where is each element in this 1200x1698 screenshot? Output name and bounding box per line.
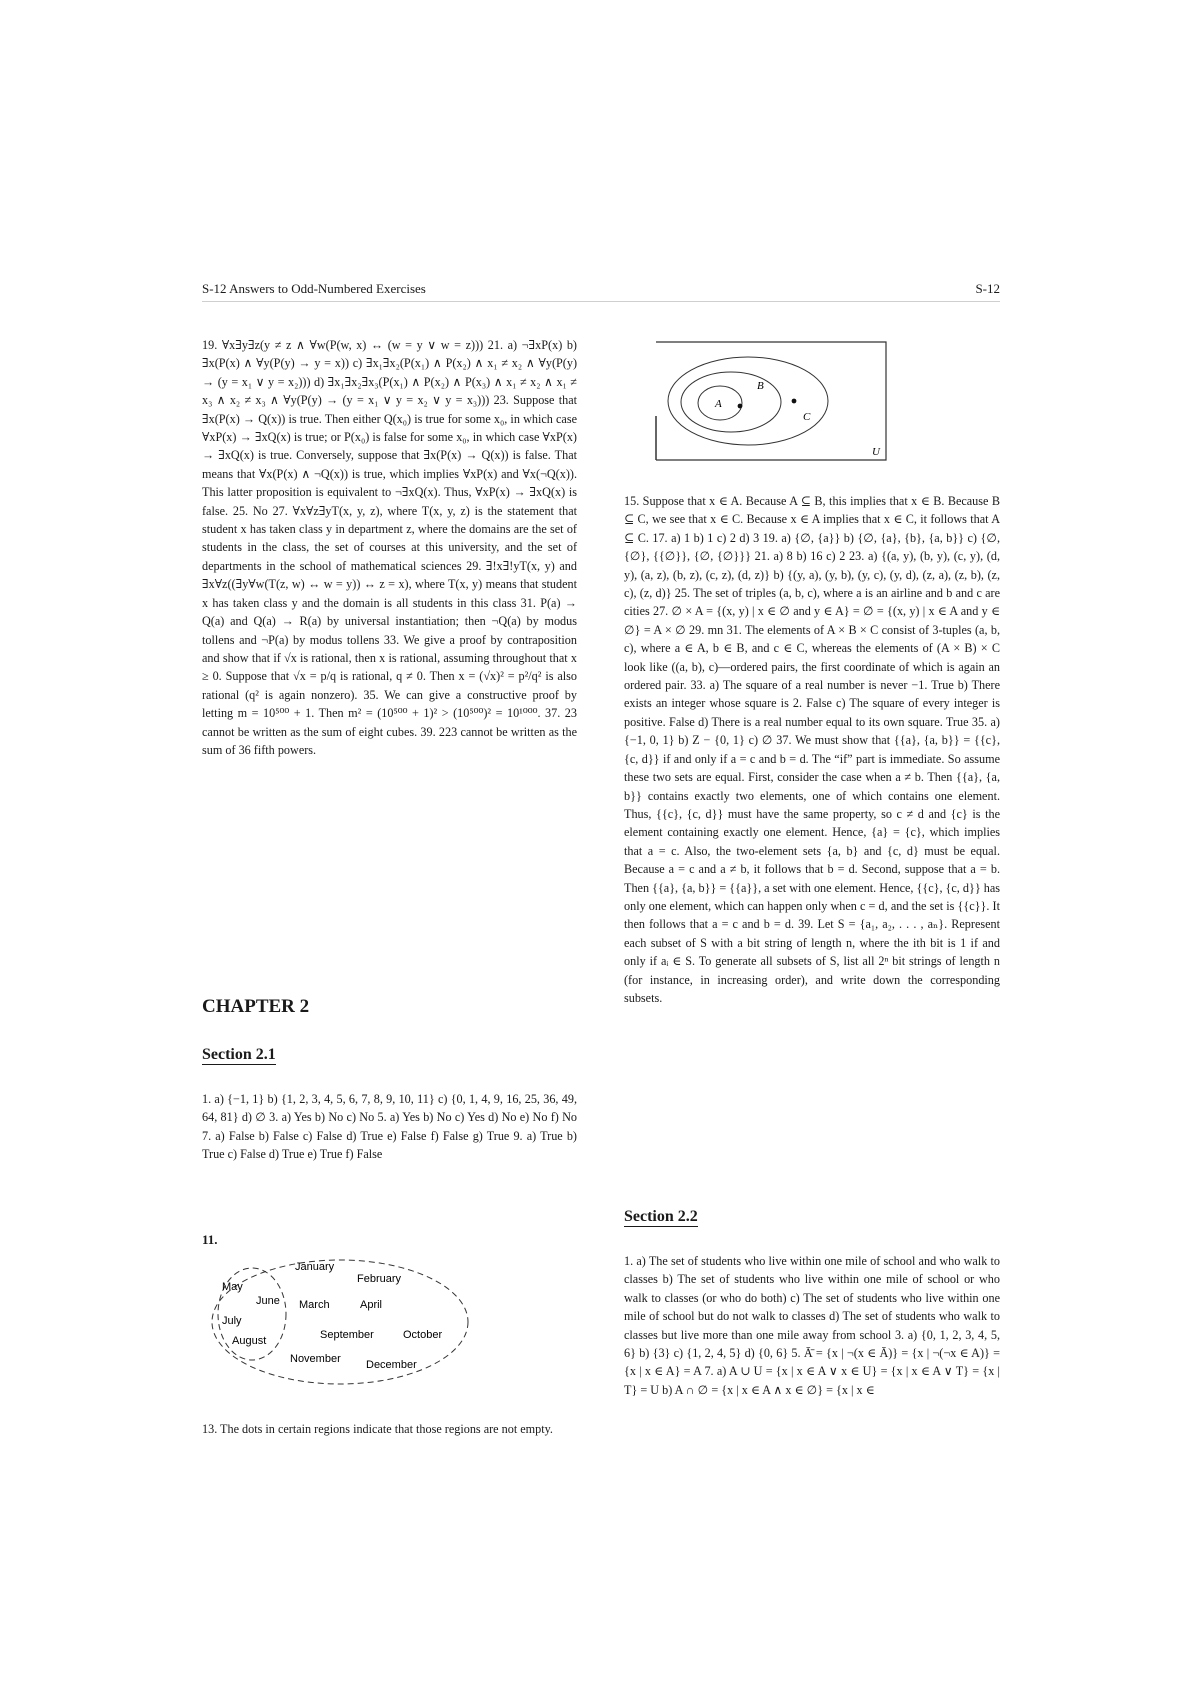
exercise-11-label: 11. bbox=[202, 1232, 218, 1247]
set-c-ellipse bbox=[668, 357, 828, 445]
month-august: August bbox=[232, 1335, 267, 1347]
month-may: May bbox=[222, 1281, 243, 1293]
section-2-2-title: Section 2.2 bbox=[624, 1208, 698, 1225]
outer-set-ellipse bbox=[212, 1260, 468, 1384]
right-column bbox=[624, 492, 1000, 1007]
months-venn-diagram bbox=[202, 1242, 482, 1412]
month-january: January bbox=[295, 1261, 335, 1273]
universal-set-box bbox=[656, 342, 886, 460]
answers-2-1-1-to-9: 1. a) {−1, 1} b) {1, 2, 3, 4, 5, 6, 7, 8, 9, 10, 11} c) {0, 1, 4, 9, 16, 25, 36, 49, 64, 81} d) ∅ 3. a) Yes b) No c) No 5. a) Yes b) No c) Yes d) No e) No f) No 7. a) False b) False c) False d) True e) False f) False g) True 9. a) True b) True c) False d) True e) True f) False bbox=[202, 1092, 577, 1162]
page-header bbox=[202, 281, 1000, 302]
set-u-label: U bbox=[872, 446, 880, 458]
set-b-ellipse bbox=[681, 372, 781, 432]
chapter-heading: CHAPTER 2 bbox=[202, 996, 310, 1017]
set-b-label: B bbox=[757, 380, 764, 392]
month-july: July bbox=[222, 1315, 242, 1327]
month-february: February bbox=[357, 1273, 402, 1285]
month-april: April bbox=[360, 1299, 383, 1311]
sets-venn-diagram bbox=[648, 338, 896, 462]
month-june: June bbox=[256, 1295, 280, 1307]
section-2-1-answers bbox=[202, 1090, 577, 1164]
month-september: September bbox=[320, 1329, 374, 1341]
month-december: December bbox=[366, 1359, 417, 1371]
left-column bbox=[202, 336, 577, 759]
section-2-2-answers bbox=[624, 1252, 1000, 1448]
answers-2-2-1-to-7: 1. a) The set of students who live within one mile of school and who walk to classes b) The set of students who live within one mile of school or who walk to classes (or who do both) c) The set of students who live within one mile of school but do not walk to classes d) The set of students who walk to classes but live more than one mile away from school 3. a) {0, 1, 2, 3, 4, 5, 6} b) {3} c) {1, 2, 4, 5} d) {0, 6} 5. Ā̄ = {x | ¬(x ∈ Ā)} = {x | ¬(¬x ∈ A)} = {x | x ∈ A} = A 7. a) A ∪ U = {x | x ∈ A ∨ x ∈ U} = {x | x ∈ A ∨ T} = {x | T} = U b) A ∩ ∅ = {x | x ∈ A ∧ x ∈ ∅} = {x | x ∈ bbox=[624, 1254, 1000, 1397]
section-2-1-title: Section 2.1 bbox=[202, 1046, 276, 1063]
month-october: October bbox=[403, 1329, 443, 1341]
section-2-1-heading bbox=[202, 1046, 276, 1065]
answers-2-1-15-to-39: 15. Suppose that x ∈ A. Because A ⊆ B, this implies that x ∈ B. Because B ⊆ C, we see that x ∈ C. Because x ∈ A implies that x ∈ C, it follows that A ⊆ C. 17. a) 1 b) 1 c) 2 d) 3 19. a) {∅, {a}} b) {∅, {a}, {b}, {a, b}} c) {∅, {∅}, {{∅}}, {∅, {∅}}} 21. a) 8 b) 16 c) 2 23. a) {(a, y), (b, y), (c, y), (d, y), (a, z), (b, z), (c, z), (d, z)} b) {(y, a), (y, b), (y, c), (y, d), (z, a), (z, b), (z, c), (z, d)} 25. The set of triples (a, b, c), where a is an airline and b and c are cities 27. ∅ × A = {(x, y) | x ∈ ∅ and y ∈ A} = ∅ = {(x, y) | x ∈ A and y ∈ ∅} = A × ∅ 29. mn 31. The elements of A × B × C consist of 3-tuples (a, b, c), where a ∈ A, b ∈ B, and c ∈ C, whereas the elements of (A × B) × C look like ((a, b), c)—ordered pairs, the first coordinate of which is again an ordered pair. 33. a) The square of a real number is never −1. True b) There exists an integer whose square is 2. False c) The square of every integer is positive. False d) There is a real number equal to its own square. True 35. a) {−1, 0, 1} b) Z − {0, 1} c) ∅ 37. We must show that {{a}, {a, b}} = {{c}, {c, d}} if and only if a = c and b = d. The “if” part is immediate. So assume these two sets are equal. First, consider the case when a ≠ b. Then {{a}, {a, b}} contains exactly two elements, one of which contains one element. Thus, {{c}, {c, d}} must have the same property, so c ≠ d and {c} is the element containing exactly one element. Hence, {a} = {c}, which implies that a = c. Also, the two-element sets {a, b} and {c, d} must be equal. Because a = c and a ≠ b, it follows that b = d. Second, suppose that a = b. Then {{a}, {a, b}} = {{a}}, a set with one element. Hence, {{c}, {c, d}} has only one element, which can happen only when c = d, and the set is {{c}}. It then follows that a = c and b = d. 39. Let S = {a₁, a₂, . . . , aₙ}. Represent each subset of S with a bit string of length n, where the ith bit is 1 if and only if aᵢ ∈ S. To generate all subsets of S, list all 2ⁿ bit strings of length n (for instance, in increasing order), and write down the corresponding subsets. bbox=[624, 494, 1000, 1005]
nonempty-dot-c bbox=[792, 399, 797, 404]
set-a-label: A bbox=[715, 398, 722, 410]
nonempty-dot-b bbox=[738, 404, 743, 409]
set-c-label: C bbox=[803, 411, 811, 423]
page-number: S-12 bbox=[975, 281, 1000, 296]
month-march: March bbox=[299, 1299, 330, 1311]
running-head: S-12 Answers to Odd-Numbered Exercises bbox=[202, 281, 426, 296]
section-2-2-heading bbox=[624, 1208, 698, 1227]
answers-1-19-to-1-39: 19. ∀x∃y∃z(y ≠ z ∧ ∀w(P(w, x) ↔ (w = y ∨ w = z))) 21. a) ¬∃xP(x) b) ∃x(P(x) ∧ ∀y(P(y) → y = x)) c) ∃x₁∃x₂(P(x₁) ∧ P(x₂) ∧ x₁ ≠ x₂ ∧ ∀y(P(y) → (y = x₁ ∨ y = x₂))) d) ∃x₁∃x₂∃x₃(P(x₁) ∧ P(x₂) ∧ P(x₃) ∧ x₁ ≠ x₂ ∧ x₁ ≠ x₃ ∧ x₂ ≠ x₃ ∧ ∀y(P(y) → (y = x₁ ∨ y = x₂ ∨ y = x₃))) 23. Suppose that ∃x(P(x) → Q(x)) is true. Then either Q(x₀) is true for some x₀, in which case ∀xP(x) → ∃xQ(x) is true; or P(x₀) is false for some x₀, in which case ∀xP(x) → ∃xQ(x) is true. Conversely, suppose that ∃x(P(x) → Q(x)) is false. That means that ∀x(P(x) ∧ ¬Q(x)) is true, which implies ∀xP(x) and ∀x(¬Q(x)). This latter proposition is equivalent to ¬∃xQ(x). Thus, ∀xP(x) → ∃xQ(x) is false. 25. No 27. ∀x∀z∃yT(x, y, z), where T(x, y, z) is the statement that student x has taken class y in department z, where the domains are the set of students in the class, the set of courses at this university, and the set of departments in the school of mathematical sciences 29. ∃!x∃!yT(x, y) and ∃x∀z((∃y∀w(T(z, w) ↔ w = y)) ↔ z = x), where T(x, y) means that student x has taken class y and the domain is all students in this class 31. P(a) → Q(a) and Q(a) → R(a) by universal instantiation; then ¬Q(a) by modus tollens and ¬P(a) by modus tollens 33. We give a proof by contraposition and show that if √x is rational, then x is rational, assuming throughout that x ≥ 0. Suppose that √x = p/q is rational, q ≠ 0. Then x = (√x)² = p²/q² is also rational (q² is again nonzero). 35. We can give a constructive proof by letting m = 10⁵⁰⁰ + 1. Then m² = (10⁵⁰⁰ + 1)² > (10⁵⁰⁰)² = 10¹⁰⁰⁰. 37. 23 cannot be written as the sum of eight cubes. 39. 223 cannot be written as the sum of 36 fifth powers. bbox=[202, 338, 577, 757]
month-november: November bbox=[290, 1353, 341, 1365]
exercise-13-caption: 13. The dots in certain regions indicate that those regions are not empty. bbox=[202, 1422, 553, 1436]
